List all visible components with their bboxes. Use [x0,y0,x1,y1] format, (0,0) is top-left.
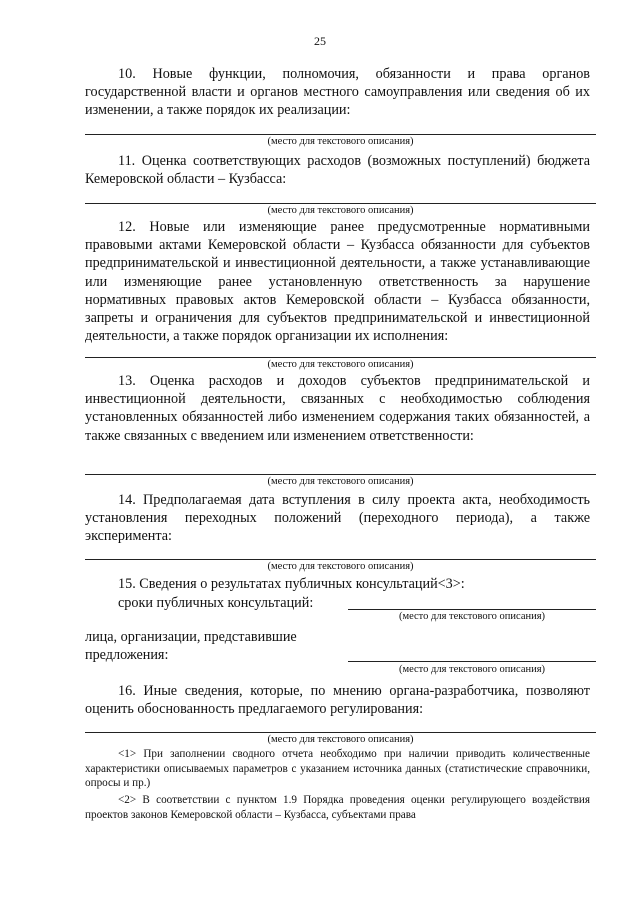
section-14-line [85,559,596,560]
section-13-text: 13. Оценка расходов и доходов субъектов предпринимательской и инвестиционной деятельности, связанных с необходимостью соблюдения установленных обязанностей либо изменением содержания таких обязанностей, а также связанных с введением или изменением ответственности: [85,373,590,444]
footnote-1: <1> При заполнении сводного отчета необходимо при наличии приводить количественные характеристики описываемых параметров с указанием источника данных (статистические справочники, опросы и пр.) [85,748,590,790]
consultation-terms-caption: (место для текстового описания) [398,611,546,622]
page-number: 25 [314,34,326,48]
section-16-caption: (место для текстового описания) [267,734,414,745]
section-10-caption: (место для текстового описания) [267,136,414,147]
proposal-persons-line [348,661,596,662]
section-10-line [85,134,596,135]
section-11-caption: (место для текстового описания) [267,205,414,216]
section-14-caption: (место для текстового описания) [267,561,414,572]
section-12-line [85,357,596,358]
section-10-text: 10. Новые функции, полномочия, обязанности и права органов государственной власти и органов местного самоуправления или сведения об их изменении, а также порядок их реализации: [85,66,590,119]
section-11-text: 11. Оценка соответствующих расходов (возможных поступлений) бюджета Кемеровской области – Кузбасса: [85,153,590,188]
section-13-caption: (место для текстового описания) [267,476,414,487]
consultation-terms-line [348,609,596,610]
proposal-persons-label-line2: предложения: [85,647,169,663]
footnote-2: <2> В соответствии с пунктом 1.9 Порядка проведения оценки регулирующего воздействия проектов законов Кемеровской области – Кузбасса, субъектами права [85,794,590,821]
section-15-heading: 15. Сведения о результатах публичных консультаций<3>: [118,576,465,592]
section-12-text: 12. Новые или изменяющие ранее предусмотренные нормативными правовыми актами Кемеровской области – Кузбасса обязанности для субъектов предпринимательской и инвестиционной деятельности, а также устанавливающие или изменяющие ранее установленную ответственность за нарушение нормативных правовых актов Кемеровской области – Кузбасса обязанности, запреты и ограничения для субъектов предпринимательской и инвестиционной деятельности, а также порядок организации их исполнения: [85,219,590,345]
section-14-text: 14. Предполагаемая дата вступления в силу проекта акта, необходимость установления переходных положений (переходного периода), а также эксперимента: [85,492,590,545]
section-12-caption: (место для текстового описания) [267,359,414,370]
consultation-terms-label: сроки публичных консультаций: [118,595,314,611]
section-11-line [85,203,596,204]
section-13-line [85,474,596,475]
proposal-persons-label-line1: лица, организации, представившие [85,629,297,645]
proposal-persons-caption: (место для текстового описания) [398,664,546,675]
section-16-line [85,732,596,733]
section-16-text: 16. Иные сведения, которые, по мнению органа-разработчика, позволяют оценить обоснованность предлагаемого регулирования: [85,683,590,718]
